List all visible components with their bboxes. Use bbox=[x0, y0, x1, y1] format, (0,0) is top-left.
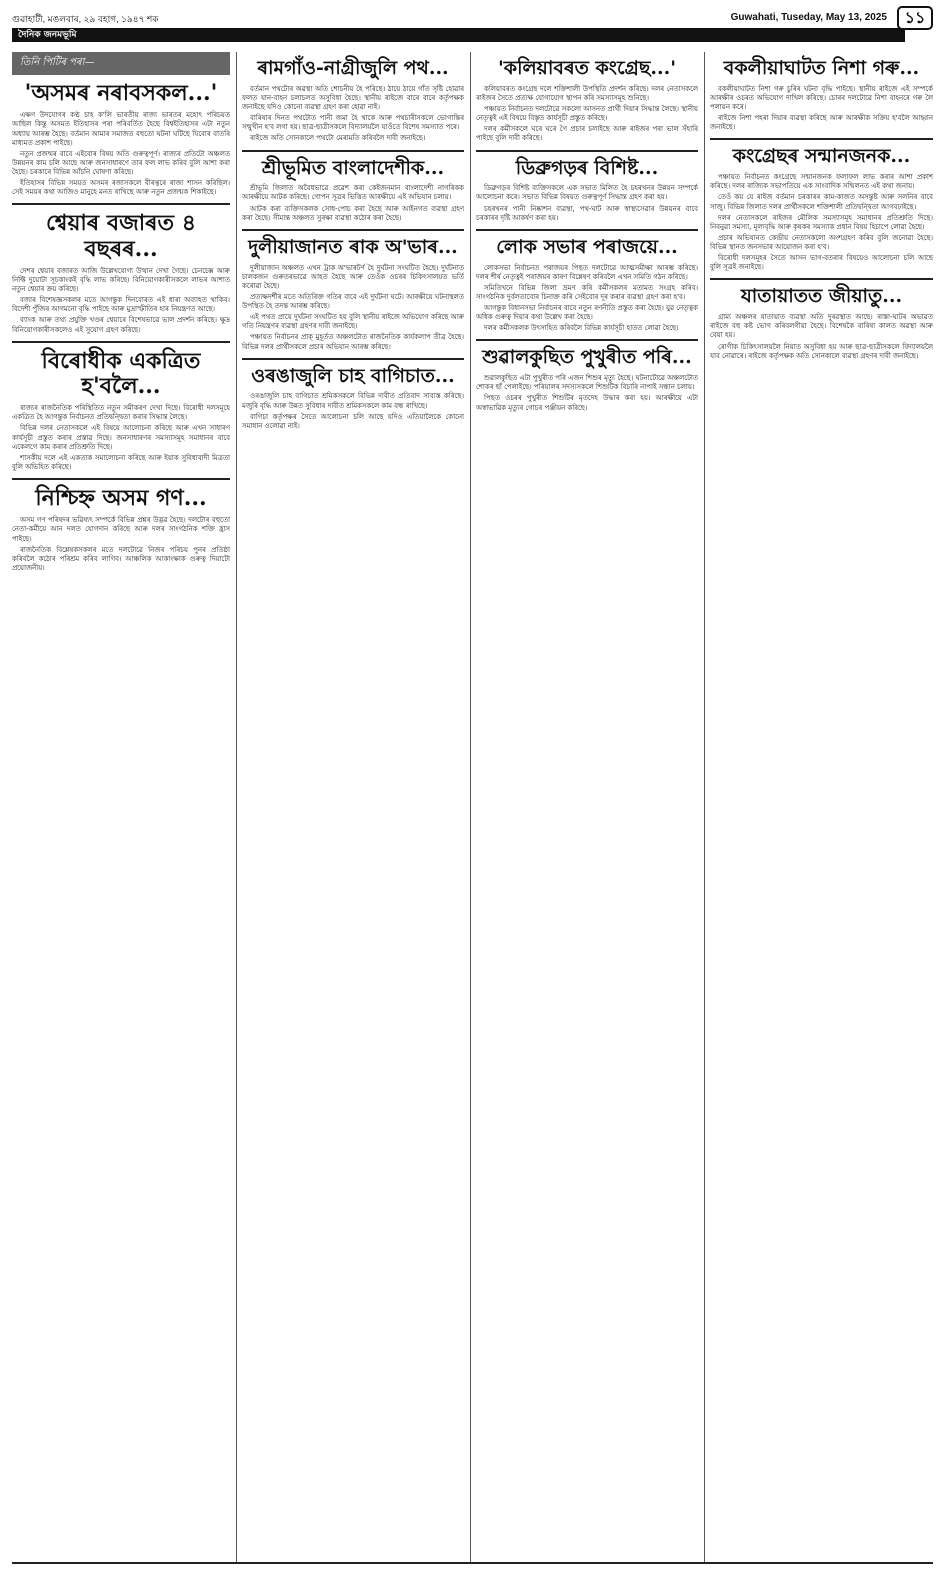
article-body bbox=[12, 111, 230, 197]
paragraph: শ্ৰীভূমি জিলাত অবৈধভাৱে প্ৰৱেশ কৰা কেইজনমান বাংলাদেশী নাগৰিকক আৰক্ষীয়ে আটক কৰিছে। গোপন সূত্ৰৰ ভিত্তিত আৰক্ষীয়ে এই অভিযান চলায়। bbox=[242, 184, 464, 202]
paragraph: কলিয়াবৰত কংগ্ৰেছ দলে শক্তিশালী উপস্থিতি প্ৰদৰ্শন কৰিছে। দলৰ নেতাসকলে ৰাইজৰ সৈতে প্ৰত্যক্ষ যোগাযোগ স্থাপন কৰি সমস্যাসমূহ শুনিছে। bbox=[476, 84, 698, 102]
paragraph: সমিতিখনে বিভিন্ন জিলা ভ্ৰমণ কৰি কৰ্মীসকলৰ মতামত সংগ্ৰহ কৰিব। সাংগঠনিক দুৰ্বলতাবোৰ চিনাক্ত কৰি সেইবোৰ দূৰ কৰাৰ ব্যৱস্থা গ্ৰহণ কৰা হ'ব। bbox=[476, 283, 698, 301]
paragraph: আটক কৰা ব্যক্তিসকলক সোধ-পোচ কৰা হৈছে আৰু আইনগত ব্যৱস্থা গ্ৰহণ কৰা হৈছে। সীমান্ত অঞ্চলত সুৰক্ষা ব্যৱস্থা কঠোৰ কৰা হৈছে। bbox=[242, 204, 464, 222]
article-body bbox=[12, 516, 230, 573]
paragraph: এই পথত প্ৰায়ে দুৰ্ঘটনা সংঘটিত হয় বুলি স্থানীয় ৰাইজে অভিযোগ কৰিছে আৰু গতি নিয়ন্ত্ৰণৰ ব্যৱস্থা গ্ৰহণৰ দাবী জনাইছে। bbox=[242, 313, 464, 331]
column-rule bbox=[470, 52, 471, 1562]
divider bbox=[12, 478, 230, 480]
headline-share-market: শ্বেয়াৰ বজাৰত ৪ বছৰৰ... bbox=[45, 210, 196, 262]
column-3 bbox=[476, 52, 698, 1560]
paragraph: তেওঁ কয় যে ৰাইজ বৰ্তমান চৰকাৰৰ কাম-কাজত অসন্তুষ্ট আৰু সলনিৰ বাবে সাজু। বিভিন্ন জিলাত দলৰ প্ৰাৰ্থীসকলে শক্তিশালী প্ৰতিদ্বন্দ্বিতা আগবঢ়াইছে। bbox=[710, 193, 933, 211]
paragraph: ইতিহাসৰ বিভিন্ন সময়ত অসমৰ ৰজাসকলে বীৰত্বৰে ৰাজ্য শাসন কৰিছিল। সেই সময়ৰ কথা আজিও মানুহে মনত ৰাখিছে আৰু নতুন প্ৰজন্মক শিকাইছে। bbox=[12, 179, 230, 197]
article-body bbox=[242, 85, 464, 144]
article-body bbox=[476, 264, 698, 334]
paragraph: দলৰ কৰ্মীসকলে ঘৰে ঘৰে গৈ প্ৰচাৰ চলাইছে আৰু ৰাইজৰ পৰা ভাল সঁহাৰি পাইছে বুলি দাবী কৰিছে। bbox=[476, 125, 698, 143]
paragraph: পঞ্চায়ত নিৰ্বাচনত কংগ্ৰেছে সন্মানজনক ফলাফল লাভ কৰাৰ আশা প্ৰকাশ কৰিছে। দলৰ ৰাজ্যিক সভাপতিয়ে এক সাংবাদিক সন্মিলনত এই কথা জনায়। bbox=[710, 173, 933, 191]
paragraph: দুলীয়াজান অঞ্চলত এখন ট্ৰাক অ'ভাৰটৰ্ণ হৈ দুৰ্ঘটনা সংঘটিত হৈছে। দুৰ্ঘটনাত চালকজন গুৰুতৰভাৱে আহত হৈছে আৰু তেওঁক ওচৰৰ চিকিৎসালয়ত ভৰ্তি কৰোৱা হৈছে। bbox=[242, 263, 464, 290]
headline-congress-respectable: কংগ্ৰেছৰ সন্মানজনক... bbox=[732, 145, 911, 168]
divider bbox=[710, 138, 933, 140]
paragraph: প্ৰচাৰ অভিযানত কেন্দ্ৰীয় নেতাসকলো অংশগ্ৰহণ কৰিব বুলি জনোৱা হৈছে। বিভিন্ন স্থানত জনসভাৰ আয়োজন কৰা হ'ব। bbox=[710, 233, 933, 251]
divider bbox=[242, 150, 464, 152]
date-left: গুৱাহাটী, মঙলবাৰ, ২৯ বহাগ, ১৯৪৭ শক bbox=[12, 14, 159, 24]
paragraph: দলৰ কৰ্মীসকলক উৎসাহিত কৰিবলৈ বিভিন্ন কাৰ্যসূচী হাতত লোৱা হৈছে। bbox=[484, 324, 679, 333]
article-body bbox=[710, 173, 933, 272]
divider bbox=[242, 358, 464, 360]
paragraph: প্ৰত্যক্ষদৰ্শীৰ মতে অতিৰিক্ত গতিৰ বাবে এই দুৰ্ঘটনা ঘটে। আৰক্ষীয়ে ঘটনাস্থলত উপস্থিত হৈ তদন্ত আৰম্ভ কৰিছে। bbox=[242, 292, 464, 311]
headline-ramgaon-road: ৰামগাঁও-নাগ্ৰীজুলি পথ... bbox=[257, 57, 449, 79]
paragraph: ব্যাংক আৰু তথ্য প্ৰযুক্তি খণ্ডৰ শ্বেয়াৰে বিশেষভাৱে ভাল প্ৰদৰ্শন কৰিছে। ক্ষুদ্ৰ বিনিয়োগকাৰীসকলেও এই সুযোগ গ্ৰহণ কৰিছে। bbox=[12, 316, 230, 334]
paragraph: এক্ষণ উদযোগৰ কণ্ঠ চাহ ক'লি ভাৰতীয় ৰাজ্য ভাৰতৰ মহোৎ পৰিচয়ত আছিল কিন্তু অসমত ইতিহাসৰ পৰা পৰিবৰ্তিত হৈছে বিশ্বইতিহাসৰ এটা নতুন অধ্যায় আৰম্ভ হৈছে। বৰ্তমান আমাৰ সমাজত বহুতো ঘটনা ঘটিছে যিবোৰ বাতৰি মাধ্যমত প্ৰকাশ পাইছে। bbox=[12, 111, 230, 147]
paragraph: ৰাজনৈতিক বিশ্লেষকসকলৰ মতে দলটোৱে নিজৰ পৰিচয় পুনৰ প্ৰতিষ্ঠা কৰিবলৈ কঠোৰ পৰিশ্ৰম কৰিব লাগিব। আঞ্চলিক আকাংক্ষাক গুৰুত্ব দিয়াটো প্ৰয়োজনীয়। bbox=[12, 545, 230, 572]
paragraph: বজাৰ বিশেষজ্ঞসকলৰ মতে আগন্তুক দিনবোৰত এই ধাৰা অব্যাহত থাকিব। বিদেশী পুঁজিৰ আগমনো বৃদ্ধি পাইছে আৰু মুদ্ৰাস্ফীতিৰ হাৰ নিয়ন্ত্ৰণত আছে। bbox=[12, 296, 230, 314]
paragraph: ৰাজ্যৰ ৰাজনৈতিক পৰিস্থিতিত নতুন সমীকৰণ দেখা দিছে। বিৰোধী দলসমূহে একত্ৰিত হৈ আগন্তুক নিৰ্বাচনত প্ৰতিদ্বন্দ্বিতা কৰাৰ সিদ্ধান্ত লৈছে। bbox=[12, 404, 230, 422]
paragraph: গ্ৰাম্য অঞ্চলৰ যাতায়াত ব্যৱস্থা অতি দুৰৱস্থাত আছে। ৰাস্তা-ঘাটৰ অভাৱত ৰাইজে বহু কষ্ট ভোগ কৰিবলগীয়া হৈছে। বিশেষকৈ বাৰিষা কালত অৱস্থা আৰু বেয়া হয়। bbox=[710, 313, 933, 340]
paragraph: শাসকীয় দলে এই একতাক সমালোচনা কৰিছে আৰু ইয়াক সুবিধাবাদী মিত্ৰতা বুলি অভিহিত কৰিছে। bbox=[12, 453, 230, 471]
kicker-label: তিনি পিটিৰ পৰা— bbox=[12, 52, 230, 75]
headline-sribhumi: শ্ৰীভূমিত বাংলাদেশীক... bbox=[261, 156, 445, 179]
paragraph: দেশৰ শ্বেয়াৰ বজাৰত আজি উল্লেখযোগ্য উত্থান দেখা গৈছে। চেনচেক্স আৰু নিফ্টি দুয়োটা সূচকাংকই বৃদ্ধি লাভ কৰিছে। বিনিয়োগকাৰীসকলে লাভৰ আশাত নতুন শ্বেয়াৰ ক্ৰয় কৰিছে। bbox=[12, 266, 230, 294]
headline-lok-sabha: লোক সভাৰ পৰাজয়ে... bbox=[496, 235, 678, 258]
page-header bbox=[12, 6, 933, 48]
newspaper-name-bar bbox=[12, 28, 905, 42]
paragraph: বাৰিষাৰ দিনত পথটোত পানী জমা হৈ থাকে আৰু পথচাৰীসকলে ভোগান্তিৰ সন্মুখীন হ'ব লগা হয়। ছাত্ৰ-ছাত্ৰীসকলে বিদ্যালয়লৈ যাওঁতে বিশেষ সমস্যাত পৰে। bbox=[242, 114, 464, 132]
paragraph: চহৰখনৰ পানী নিষ্কাশন ব্যৱস্থা, পথ-ঘাট আৰু স্বাস্থ্যসেৱাৰ উন্নয়নৰ বাবে চৰকাৰৰ দৃষ্টি আকৰ্ষণ কৰা হয়। bbox=[476, 204, 698, 222]
article-body bbox=[12, 404, 230, 472]
paragraph: বিভিন্ন দলৰ নেতাসকলে এই বিষয়ে আলোচনা কৰিছে আৰু এখন সাধাৰণ কাৰ্যসূচী প্ৰস্তুত কৰাৰ প্ৰস্তাৱ দিছে। জনসাধাৰণৰ সমস্যাসমূহ সমাধানৰ বাবে একেলগে কাম কৰাৰ প্ৰতিশ্ৰুতি দিছে। bbox=[12, 424, 230, 451]
page-number: ১১ bbox=[897, 6, 933, 30]
paragraph: ডিব্ৰুগড়ৰ বিশিষ্ট ব্যক্তিসকলে এক সভাত মিলিত হৈ চহৰখনৰ উন্নয়ন সম্পৰ্কে আলোচনা কৰে। সভাত বিভিন্ন বিষয়ত গুৰুত্বপূৰ্ণ সিদ্ধান্ত গ্ৰহণ কৰা হয়। bbox=[476, 184, 698, 202]
headline-orangajuli-tea: ওৰঙাজুলি চাহ বাগিচাত... bbox=[251, 364, 455, 387]
paragraph: ৰাইজে নিশা পহৰা দিয়াৰ ব্যৱস্থা কৰিছে আৰু আৰক্ষীক সক্ৰিয় হ'বলৈ আহ্বান জনাইছে। bbox=[710, 114, 933, 132]
date-right: Guwahati, Tuseday, May 13, 2025 bbox=[730, 12, 887, 23]
divider bbox=[476, 229, 698, 231]
paragraph: লোকসভা নিৰ্বাচনত পৰাজয়ৰ পিছত দলটোৱে আত্মসমীক্ষা আৰম্ভ কৰিছে। দলৰ শীৰ্ষ নেতৃত্বই পৰাজয়ৰ কাৰণ বিশ্লেষণ কৰিবলৈ এখন সমিতি গঠন কৰিছে। bbox=[476, 263, 698, 281]
headline-kaliabor-congress: 'কলিয়াবৰত কংগ্ৰেছ...' bbox=[497, 57, 677, 79]
paragraph: পিছত ওচৰৰ পুখুৰীত শিশুটিৰ মৃতদেহ উদ্ধাৰ কৰা হয়। আৰক্ষীয়ে এটা অস্বাভাৱিক মৃত্যুৰ গোচৰ পঞ্জীয়ন কৰিছে। bbox=[476, 394, 698, 412]
article-body bbox=[476, 184, 698, 222]
article-body bbox=[242, 264, 464, 352]
column-rule bbox=[236, 52, 237, 1562]
article-body bbox=[242, 184, 464, 222]
headline-duliajan-truck: দুলীয়াজানত ৰাক অ'ভাৰ... bbox=[248, 235, 458, 258]
headline-transport: যাতায়াতত জীয়াতু... bbox=[740, 285, 903, 308]
paragraph: বাগিচা কৰ্তৃপক্ষৰ সৈতে আলোচনা চলি আছে যদিও এতিয়ালৈকে কোনো সমাধান ওলোৱা নাই। bbox=[242, 412, 464, 430]
paragraph: ৰাইজে অতি সোনকালে পথটো মেৰামতি কৰিবলৈ দাবী জনাইছে। bbox=[250, 134, 426, 143]
headline-asomor-nobab: 'অসমৰ নৰাবসকল...' bbox=[24, 80, 218, 106]
paragraph: বৰ্তমান পথটোৰ অৱস্থা অতি শোচনীয় হৈ পৰিছে। ঠায়ে ঠায়ে গাঁত সৃষ্টি হোৱাৰ ফলত যান-বাহন চলাচলত অসুবিধা হৈছে। স্থানীয় ৰাইজে বাৰে বাৰে কৰ্তৃপক্ষক জনাইছে যদিও কোনো ব্যৱস্থা গ্ৰহণ কৰা হোৱা নাই। bbox=[242, 84, 464, 112]
paragraph: শুৱালকুছিত এটা পুখুৰীত পৰি এজন শিশুৰ মৃত্যু হৈছে। ঘটনাটোৱে অঞ্চলটোত শোকৰ ছাঁ পেলাইছে। পৰিয়ালৰ সদস্যসকলে শিশুটিক বিচাৰি নাপাই সন্ধান চলায়। bbox=[476, 374, 698, 392]
paragraph: নতুন প্ৰজন্মৰ বাবে এইবোৰ বিষয় অতি গুৰুত্বপূৰ্ণ। ৰাজ্যৰ প্ৰতিটো অঞ্চলত উন্নয়নৰ কাম চলি আছে আৰু জনসাধাৰণে তাৰ ফল লাভ কৰিব বুলি আশা কৰা হৈছে। চৰকাৰে বিভিন্ন আঁচনি ঘোষণা কৰিছে। bbox=[12, 149, 230, 176]
article-body bbox=[476, 85, 698, 144]
paragraph: বিৰোধী দলসমূহৰ সৈতে আসন ভাগ-বতৰাৰ বিষয়েও আলোচনা চলি আছে বুলি সূত্ৰই জনাইছে। bbox=[710, 254, 933, 272]
column-2 bbox=[242, 52, 464, 1560]
paragraph: বকলীয়াঘাটত নিশা গৰু চুৰিৰ ঘটনা বৃদ্ধি পাইছে। স্থানীয় ৰাইজে এই সম্পৰ্কে আৰক্ষীৰ ওচৰত অভিযোগ দাখিল কৰিছে। চোৰৰ দলটোৱে নিশা বাহনৰে গৰু লৈ পলায়ন কৰে। bbox=[710, 84, 933, 112]
column-4 bbox=[710, 52, 933, 1560]
divider bbox=[476, 339, 698, 341]
divider bbox=[242, 229, 464, 231]
paragraph: ৰোগীক চিকিৎসালয়লৈ নিয়াত অসুবিধা হয় আৰু ছাত্ৰ-ছাত্ৰীসকলে বিদ্যালয়লৈ যাব নোৱাৰে। ৰাইজে কৰ্তৃপক্ষক অতি সোনকালে ব্যৱস্থা গ্ৰহণৰ দাবী জনাইছে। bbox=[710, 342, 933, 360]
article-body bbox=[710, 85, 933, 133]
column-rule bbox=[704, 52, 705, 1562]
article-body bbox=[12, 267, 230, 335]
paragraph: আগন্তুক বিধানসভা নিৰ্বাচনৰ বাবে নতুন ৰণনীতি প্ৰস্তুত কৰা হৈছে। যুৱ নেতৃত্বক অধিক গুৰুত্ব দিয়াৰ কথা উল্লেখ কৰা হৈছে। bbox=[476, 304, 698, 322]
headline-bokoliaghat: বকলীয়াঘাটত নিশা গৰু... bbox=[723, 57, 920, 79]
column-1 bbox=[12, 52, 230, 1560]
paragraph: পঞ্চায়ত নিৰ্বাচনত দলটোৱে সকলো আসনত প্ৰাৰ্থী দিয়াৰ সিদ্ধান্ত লৈছে। স্থানীয় নেতৃত্বই এই বিষয়ে বিস্তৃত কাৰ্যসূচী প্ৰস্তুত কৰিছে। bbox=[476, 105, 698, 123]
headline-asom-gana: নিশ্চিহ্ন অসম গণ... bbox=[35, 485, 207, 511]
paragraph: অসম গণ পৰিষদৰ ভৱিষ্যৎ সম্পৰ্কে বিভিন্ন প্ৰশ্নৰ উদ্ভৱ হৈছে। দলটোৰ বহুতো নেতা-কৰ্মীয়ে আন দলত যোগদান কৰিছে আৰু দলৰ সাংগঠনিক শক্তি হ্ৰাস পাইছে। bbox=[12, 516, 230, 543]
divider bbox=[476, 150, 698, 152]
paragraph: ওৰঙাজুলি চাহ বাগিচাত শ্ৰমিকসকলে বিভিন্ন দাবীত প্ৰতিবাদ সাব্যস্ত কৰিছে। মজুৰি বৃদ্ধি আৰু উন্নত সুবিধাৰ দাবীত শ্ৰমিকসকলে কাম বন্ধ ৰাখিছে। bbox=[242, 392, 464, 410]
paragraph: দলৰ নেতাসকলে ৰাইজৰ মৌলিক সমস্যাসমূহ সমাধানৰ প্ৰতিশ্ৰুতি দিছে। নিবনুৱা সমস্যা, মূল্যবৃদ্ধি আৰু কৃষকৰ সমস্যাক প্ৰধান বিষয় হিচাপে লোৱা হৈছে। bbox=[710, 213, 933, 231]
headline-dibrugarh: ডিব্ৰুগড়ৰ বিশিষ্ট... bbox=[515, 156, 659, 179]
footer-rule bbox=[12, 1562, 933, 1564]
paragraph: পঞ্চায়ত নিৰ্বাচনৰ প্ৰাক্ মুহূৰ্তত অঞ্চলটোত ৰাজনৈতিক কাৰ্যকলাপ তীব্ৰ হৈছে। বিভিন্ন দলৰ প্ৰাৰ্থীসকলে প্ৰচাৰ অভিযান আৰম্ভ কৰিছে। bbox=[242, 333, 464, 351]
divider bbox=[710, 278, 933, 280]
headline-sualkuchi-pond: শুৱালকুছিত পুখুৰীত পৰি... bbox=[482, 346, 692, 369]
divider bbox=[12, 203, 230, 205]
headline-opposition-unite: বিৰোধীক একত্ৰিত হ'বলৈ... bbox=[41, 347, 201, 399]
article-body bbox=[710, 313, 933, 361]
newspaper-name: দৈনিক জনমভূমি bbox=[18, 30, 77, 40]
article-body bbox=[476, 374, 698, 412]
divider bbox=[12, 341, 230, 343]
article-body bbox=[242, 392, 464, 430]
